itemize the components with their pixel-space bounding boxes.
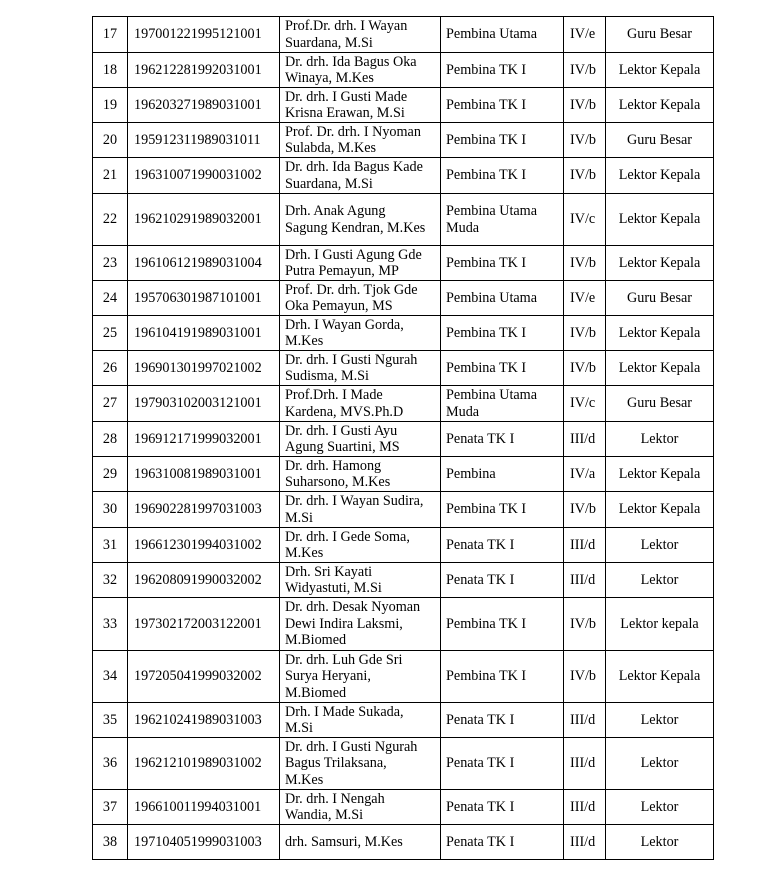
- table-row: [93, 316, 714, 351]
- name-line: Widyastuti, M.Si: [285, 580, 382, 596]
- golongan-cell: III/d: [564, 528, 606, 563]
- name-line: M.Biomed: [285, 684, 347, 701]
- pangkat-cell: [441, 790, 564, 825]
- golongan-cell: III/d: [564, 703, 606, 738]
- golongan-cell: III/d: [564, 790, 606, 825]
- pangkat-line: Pembina TK I: [446, 96, 527, 113]
- jabatan-cell: Lektor Kepala: [606, 492, 714, 528]
- name-line: Drh. I Gusti Agung Gde: [285, 246, 422, 263]
- pangkat-cell: [441, 123, 564, 158]
- name-line: M.Si: [285, 720, 313, 736]
- name-line: Agung Suartini, MS: [285, 439, 400, 455]
- name-line: Dr. drh. I Gede Soma,: [285, 528, 410, 545]
- name-line: Dr. drh. Hamong: [285, 457, 382, 474]
- name-line: M.Kes: [285, 545, 324, 561]
- golongan-cell: IV/b: [564, 316, 606, 351]
- pangkat-cell: [441, 246, 564, 281]
- row-number: 33: [93, 598, 128, 651]
- golongan-cell: IV/a: [564, 457, 606, 492]
- pangkat-line: Pembina TK I: [446, 615, 527, 632]
- name-cell: [280, 17, 441, 53]
- pangkat-line: Pembina TK I: [446, 501, 527, 518]
- name-line: Suardana, M.Si: [285, 34, 373, 51]
- table-row: [93, 194, 714, 246]
- name-line: Surya Heryani,: [285, 668, 371, 685]
- name-cell: [280, 281, 441, 316]
- name-cell: [280, 158, 441, 194]
- nip-cell: 196212101989031002: [128, 738, 280, 790]
- jabatan-cell: Guru Besar: [606, 281, 714, 316]
- pangkat-line: Pembina Utama: [446, 387, 538, 403]
- table-row: [93, 825, 714, 860]
- name-cell: [280, 246, 441, 281]
- nip-cell: 196212281992031001: [128, 53, 280, 88]
- name-cell: [280, 598, 441, 651]
- nip-cell: 196208091990032002: [128, 563, 280, 598]
- pangkat-line: Pembina TK I: [446, 359, 527, 376]
- pangkat-cell: [441, 158, 564, 194]
- name-line: Suardana, M.Si: [285, 175, 373, 192]
- table-row: [93, 598, 714, 651]
- name-cell: [280, 528, 441, 563]
- table-row: [93, 422, 714, 457]
- nip-cell: 197205041999032002: [128, 651, 280, 703]
- pangkat-line: Pembina: [446, 465, 496, 482]
- pangkat-line: Penata TK I: [446, 571, 515, 588]
- golongan-cell: IV/e: [564, 17, 606, 53]
- name-line: Drh. Sri Kayati: [285, 563, 373, 580]
- jabatan-cell: Lektor Kepala: [606, 457, 714, 492]
- pangkat-cell: [441, 422, 564, 457]
- nip-cell: 196203271989031001: [128, 88, 280, 123]
- jabatan-cell: Lektor Kepala: [606, 158, 714, 194]
- name-line: Winaya, M.Kes: [285, 70, 374, 86]
- row-number: 19: [93, 88, 128, 123]
- name-line: Dr. drh. Desak Nyoman: [285, 599, 421, 616]
- pangkat-line: Penata TK I: [446, 798, 515, 815]
- name-line: Dr. drh. I Gusti Ngurah: [285, 738, 418, 755]
- table-row: [93, 246, 714, 281]
- jabatan-cell: Guru Besar: [606, 386, 714, 422]
- row-number: 37: [93, 790, 128, 825]
- name-line: Krisna Erawan, M.Si: [285, 105, 405, 121]
- golongan-cell: IV/b: [564, 351, 606, 386]
- nip-cell: 197104051999031003: [128, 825, 280, 860]
- golongan-cell: III/d: [564, 422, 606, 457]
- golongan-cell: IV/b: [564, 158, 606, 194]
- golongan-cell: IV/b: [564, 246, 606, 281]
- name-line: Drh. I Made Sukada,: [285, 703, 404, 720]
- row-number: 38: [93, 825, 128, 860]
- name-line: Dr. drh. I Gusti Made: [285, 88, 408, 105]
- name-cell: [280, 88, 441, 123]
- name-line: Drh. Anak Agung: [285, 203, 386, 219]
- jabatan-cell: Lektor: [606, 738, 714, 790]
- staff-table-body: [93, 17, 714, 860]
- nip-cell: 196310081989031001: [128, 457, 280, 492]
- row-number: 24: [93, 281, 128, 316]
- jabatan-cell: Lektor: [606, 563, 714, 598]
- row-number: 22: [93, 194, 128, 246]
- nip-cell: 196106121989031004: [128, 246, 280, 281]
- pangkat-line: Pembina TK I: [446, 254, 527, 271]
- pangkat-cell: [441, 651, 564, 703]
- row-number: 26: [93, 351, 128, 386]
- pangkat-cell: [441, 528, 564, 563]
- table-row: [93, 457, 714, 492]
- pangkat-line: Pembina TK I: [446, 324, 527, 341]
- nip-cell: 196104191989031001: [128, 316, 280, 351]
- jabatan-cell: Lektor Kepala: [606, 53, 714, 88]
- pangkat-cell: [441, 598, 564, 651]
- golongan-cell: IV/b: [564, 492, 606, 528]
- name-line: Dr. drh. I Nengah: [285, 790, 385, 807]
- pangkat-line: Pembina Utama: [446, 289, 538, 306]
- name-cell: [280, 825, 441, 860]
- pangkat-line: Pembina TK I: [446, 131, 527, 148]
- name-cell: [280, 492, 441, 528]
- jabatan-cell: Lektor: [606, 422, 714, 457]
- pangkat-cell: [441, 53, 564, 88]
- pangkat-line: Penata TK I: [446, 711, 515, 728]
- pangkat-cell: [441, 351, 564, 386]
- name-cell: [280, 53, 441, 88]
- row-number: 18: [93, 53, 128, 88]
- name-line: Prof. Dr. drh. Tjok Gde: [285, 281, 418, 298]
- pangkat-cell: [441, 492, 564, 528]
- nip-cell: 196912171999032001: [128, 422, 280, 457]
- name-cell: [280, 563, 441, 598]
- jabatan-cell: Guru Besar: [606, 17, 714, 53]
- name-line: Dewi Indira Laksmi,: [285, 615, 403, 632]
- row-number: 23: [93, 246, 128, 281]
- table-row: [93, 123, 714, 158]
- name-cell: [280, 790, 441, 825]
- table-row: [93, 386, 714, 422]
- pangkat-cell: [441, 457, 564, 492]
- row-number: 20: [93, 123, 128, 158]
- golongan-cell: IV/e: [564, 281, 606, 316]
- pangkat-line: Penata TK I: [446, 833, 515, 850]
- golongan-cell: IV/b: [564, 598, 606, 651]
- row-number: 32: [93, 563, 128, 598]
- row-number: 27: [93, 386, 128, 422]
- nip-cell: 196610011994031001: [128, 790, 280, 825]
- name-line: Dr. drh. I Wayan Sudira,: [285, 493, 424, 509]
- name-line: Bagus Trilaksana,: [285, 755, 387, 772]
- golongan-cell: III/d: [564, 563, 606, 598]
- golongan-cell: IV/b: [564, 651, 606, 703]
- name-cell: [280, 457, 441, 492]
- table-row: [93, 158, 714, 194]
- table-row: [93, 738, 714, 790]
- name-line: M.Si: [285, 509, 313, 526]
- pangkat-line: Pembina TK I: [446, 167, 527, 184]
- name-cell: [280, 422, 441, 457]
- nip-cell: 196612301994031002: [128, 528, 280, 563]
- pangkat-cell: [441, 17, 564, 53]
- row-number: 34: [93, 651, 128, 703]
- golongan-cell: IV/b: [564, 88, 606, 123]
- pangkat-cell: [441, 88, 564, 123]
- name-line: Sulabda, M.Kes: [285, 140, 377, 156]
- table-row: [93, 790, 714, 825]
- row-number: 28: [93, 422, 128, 457]
- pangkat-cell: [441, 386, 564, 422]
- table-row: [93, 528, 714, 563]
- nip-cell: 196901301997021002: [128, 351, 280, 386]
- staff-table: [92, 16, 714, 860]
- row-number: 25: [93, 316, 128, 351]
- golongan-cell: III/d: [564, 738, 606, 790]
- golongan-cell: IV/b: [564, 53, 606, 88]
- pangkat-line: Penata TK I: [446, 536, 515, 553]
- golongan-cell: IV/c: [564, 386, 606, 422]
- nip-cell: 196210291989032001: [128, 194, 280, 246]
- name-line: Sudisma, M.Si: [285, 368, 369, 384]
- pangkat-line: Pembina TK I: [446, 61, 527, 78]
- jabatan-cell: Lektor Kepala: [606, 246, 714, 281]
- jabatan-cell: Lektor: [606, 703, 714, 738]
- row-number: 31: [93, 528, 128, 563]
- name-line: Kardena, MVS.Ph.D: [285, 403, 404, 420]
- golongan-cell: III/d: [564, 825, 606, 860]
- name-line: Prof.Dr. drh. I Wayan: [285, 18, 408, 34]
- pangkat-cell: [441, 316, 564, 351]
- jabatan-cell: Lektor: [606, 790, 714, 825]
- name-line: Suharsono, M.Kes: [285, 474, 391, 490]
- table-row: [93, 88, 714, 123]
- table-row: [93, 563, 714, 598]
- pangkat-line: Pembina Utama: [446, 203, 538, 219]
- pangkat-line: Penata TK I: [446, 755, 515, 772]
- name-line: Wandia, M.Si: [285, 807, 364, 823]
- pangkat-cell: [441, 703, 564, 738]
- name-line: M.Kes: [285, 333, 324, 349]
- name-line: Dr. drh. Ida Bagus Kade: [285, 159, 423, 175]
- pangkat-line: Pembina TK I: [446, 668, 527, 685]
- name-line: Prof. Dr. drh. I Nyoman: [285, 123, 421, 140]
- name-cell: [280, 651, 441, 703]
- name-line: Prof.Drh. I Made: [285, 387, 383, 403]
- jabatan-cell: Lektor Kepala: [606, 651, 714, 703]
- name-line: Dr. drh. Luh Gde Sri: [285, 651, 403, 668]
- name-cell: [280, 316, 441, 351]
- nip-cell: 196902281997031003: [128, 492, 280, 528]
- golongan-cell: IV/c: [564, 194, 606, 246]
- name-line: Dr. drh. I Gusti Ayu: [285, 422, 398, 439]
- golongan-cell: IV/b: [564, 123, 606, 158]
- table-row: [93, 53, 714, 88]
- pangkat-line: Muda: [446, 403, 480, 420]
- table-row: [93, 703, 714, 738]
- row-number: 29: [93, 457, 128, 492]
- pangkat-cell: [441, 563, 564, 598]
- jabatan-cell: Lektor Kepala: [606, 351, 714, 386]
- row-number: 30: [93, 492, 128, 528]
- jabatan-cell: Lektor Kepala: [606, 316, 714, 351]
- name-line: Sagung Kendran, M.Kes: [285, 219, 426, 236]
- pangkat-cell: [441, 825, 564, 860]
- row-number: 21: [93, 158, 128, 194]
- row-number: 35: [93, 703, 128, 738]
- pangkat-cell: [441, 738, 564, 790]
- nip-cell: 197001221995121001: [128, 17, 280, 53]
- nip-cell: 197903102003121001: [128, 386, 280, 422]
- name-line: Putra Pemayun, MP: [285, 263, 399, 279]
- jabatan-cell: Lektor: [606, 825, 714, 860]
- pangkat-cell: [441, 281, 564, 316]
- pangkat-line: Pembina Utama: [446, 26, 538, 43]
- name-line: M.Kes: [285, 771, 324, 788]
- jabatan-cell: Lektor Kepala: [606, 194, 714, 246]
- name-line: Drh. I Wayan Gorda,: [285, 316, 404, 333]
- row-number: 17: [93, 17, 128, 53]
- jabatan-cell: Lektor: [606, 528, 714, 563]
- name-cell: [280, 703, 441, 738]
- name-line: M.Biomed: [285, 632, 347, 649]
- pangkat-line: Muda: [446, 219, 480, 236]
- jabatan-cell: Lektor Kepala: [606, 88, 714, 123]
- name-line: Dr. drh. Ida Bagus Oka: [285, 53, 417, 70]
- nip-cell: 197302172003122001: [128, 598, 280, 651]
- table-row: [93, 651, 714, 703]
- nip-cell: 196210241989031003: [128, 703, 280, 738]
- name-cell: [280, 738, 441, 790]
- name-cell: [280, 123, 441, 158]
- name-line: Dr. drh. I Gusti Ngurah: [285, 351, 418, 368]
- table-row: [93, 17, 714, 53]
- nip-cell: 195706301987101001: [128, 281, 280, 316]
- pangkat-cell: [441, 194, 564, 246]
- jabatan-cell: Guru Besar: [606, 123, 714, 158]
- name-line: drh. Samsuri, M.Kes: [285, 833, 403, 850]
- row-number: 36: [93, 738, 128, 790]
- name-cell: [280, 386, 441, 422]
- name-line: Oka Pemayun, MS: [285, 298, 393, 314]
- nip-cell: 195912311989031011: [128, 123, 280, 158]
- name-cell: [280, 351, 441, 386]
- table-row: [93, 351, 714, 386]
- table-row: [93, 281, 714, 316]
- table-row: [93, 492, 714, 528]
- name-cell: [280, 194, 441, 246]
- jabatan-cell: Lektor kepala: [606, 598, 714, 651]
- pangkat-line: Penata TK I: [446, 430, 515, 447]
- nip-cell: 196310071990031002: [128, 158, 280, 194]
